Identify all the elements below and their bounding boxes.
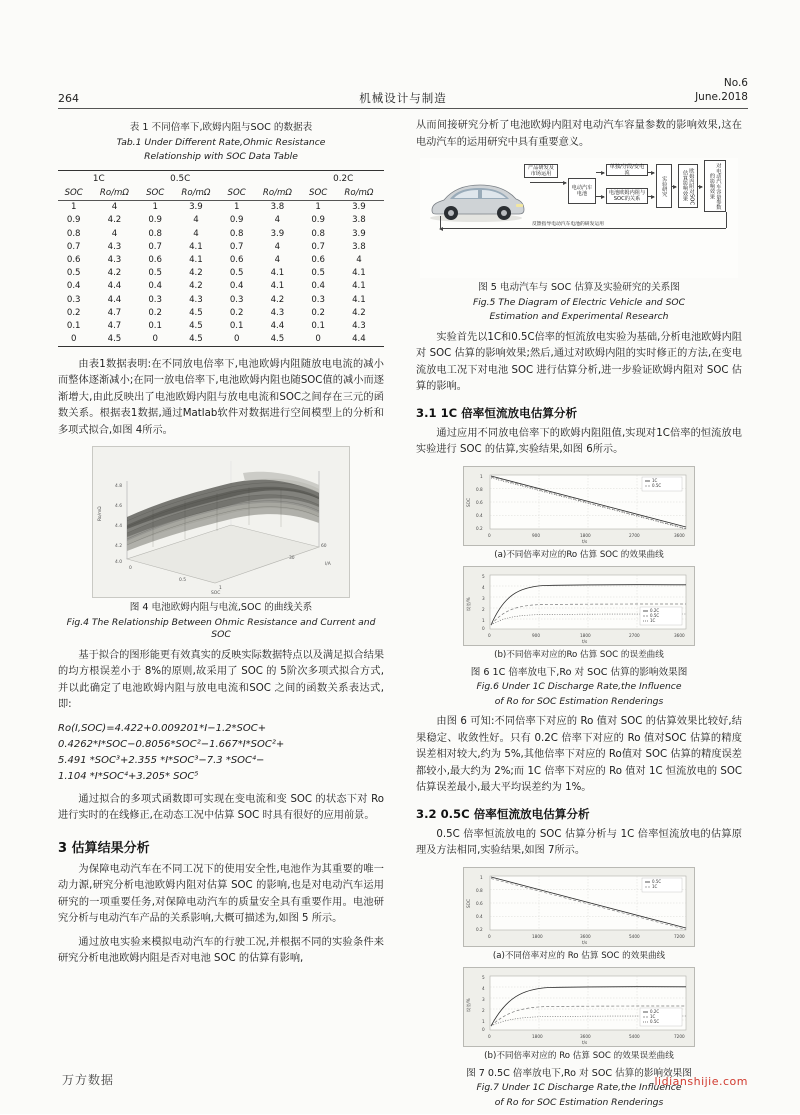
svg-text:0: 0 <box>129 566 132 572</box>
arrow-product-to-center <box>530 182 566 183</box>
table-row <box>58 240 384 253</box>
svg-text:3600: 3600 <box>580 933 591 939</box>
svg-text:1C: 1C <box>650 1014 656 1019</box>
table-cell: 4.7 <box>107 320 122 331</box>
svg-text:7200: 7200 <box>674 1034 685 1039</box>
arrow-result-to-capacity <box>698 186 702 187</box>
svg-text:1800: 1800 <box>532 933 543 939</box>
table-cell: 4.5 <box>189 334 203 345</box>
box-inner-resistance-soc: 电池欧姆内阻与SOC的关系 <box>606 188 648 204</box>
svg-text:0.5: 0.5 <box>179 578 186 584</box>
formula-line-1: Ro(I,SOC)=4.422+0.009201*I−1.2*SOC+ <box>58 722 267 734</box>
figure-7a-subcaption: (a)不同倍率对应的 Ro 估算 SOC 的效果曲线 <box>492 950 666 961</box>
col-soc-3: SOC <box>227 188 246 199</box>
col-ro-4: Ro/mΩ <box>344 188 374 199</box>
svg-text:0.2: 0.2 <box>476 525 483 531</box>
figure-7-caption-en-2: of Ro for SOC Estimation Renderings <box>494 1096 664 1108</box>
table-cell: 4.4 <box>107 281 122 292</box>
ohmic-resistance-table <box>58 170 384 347</box>
table-cell: 0.1 <box>311 320 325 331</box>
svg-text:1: 1 <box>480 473 483 479</box>
table-cell: 4.2 <box>189 268 203 279</box>
table-cell: 1 <box>233 202 240 213</box>
svg-text:0: 0 <box>488 532 491 538</box>
svg-text:1C: 1C <box>652 883 658 889</box>
table-row <box>58 293 384 306</box>
figure-6b-chart <box>463 566 695 646</box>
figure-7b-chart <box>463 967 695 1047</box>
page-number: 264 <box>58 92 79 105</box>
right-column <box>416 118 742 1115</box>
arrow-feedback-loop <box>440 228 726 229</box>
svg-text:4.0: 4.0 <box>115 560 122 566</box>
table-cell: 4.2 <box>352 307 366 318</box>
issue-date: June.2018 <box>695 91 748 103</box>
figure-6b-subcaption: (b)不同倍率对应的Ro 估算 SOC 的误差曲线 <box>494 650 664 660</box>
svg-text:0.5C: 0.5C <box>652 878 662 884</box>
svg-text:SOC: SOC <box>211 591 221 597</box>
issue-info <box>695 76 748 104</box>
svg-text:SOC: SOC <box>466 898 471 908</box>
table-cell: 1 <box>70 202 77 213</box>
surface-plot-svg <box>93 447 349 597</box>
svg-text:4.6: 4.6 <box>115 504 122 510</box>
svg-text:30: 30 <box>289 556 295 562</box>
table-cell: 0 <box>315 334 321 345</box>
svg-text:3600: 3600 <box>674 532 685 538</box>
col-ro-1: Ro/mΩ <box>99 188 129 199</box>
table-row <box>58 333 384 347</box>
svg-text:0.4: 0.4 <box>476 512 483 518</box>
table-cell: 0.4 <box>148 281 163 292</box>
col-soc-2: SOC <box>146 188 165 199</box>
table-cell: 0.3 <box>229 294 244 305</box>
svg-text:5400: 5400 <box>629 1034 640 1039</box>
table1-title-cn: 表 1 不同倍率下,欧姆内阻与SOC 的数据表 <box>129 122 313 133</box>
table-cell: 0.2 <box>311 307 325 318</box>
svg-text:I/A: I/A <box>325 562 331 568</box>
issue-number: No.6 <box>723 77 748 89</box>
table-cell: 3.9 <box>352 228 366 239</box>
svg-text:0.4: 0.4 <box>476 913 483 919</box>
svg-text:0: 0 <box>488 633 491 638</box>
svg-text:1: 1 <box>219 586 222 592</box>
table-cell: 3.8 <box>352 215 366 226</box>
arrow-rate-to-exp <box>648 172 654 173</box>
table-cell: 4.1 <box>189 241 203 252</box>
figure-6b-svg <box>464 567 694 645</box>
table-cell: 0.9 <box>148 215 163 226</box>
table-cell: 3.9 <box>270 228 285 239</box>
left-para-5: 通过放电实验来模拟电动汽车的行驶工况,并根据不同的实验条件来研究分析电池欧姆内阻是否对电池 SOC 的估算有影响, <box>58 936 384 965</box>
source-site-watermark: lidianshijie.com <box>654 1075 748 1088</box>
table1-title-en-2: Relationship with SOC Data Table <box>144 151 298 162</box>
svg-text:3: 3 <box>482 596 485 601</box>
figure-6-caption-en-1: Fig.6 Under 1C Discharge Rate,the Influence <box>476 681 682 692</box>
svg-text:1C: 1C <box>652 477 658 483</box>
svg-text:60: 60 <box>321 544 327 550</box>
page-header <box>58 78 748 112</box>
table-cell: 4 <box>193 228 199 239</box>
svg-text:0.8: 0.8 <box>476 887 483 893</box>
figure-5-diagram <box>420 158 738 278</box>
table-cell: 0.1 <box>229 320 244 331</box>
svg-text:误差/%: 误差/% <box>466 597 471 611</box>
svg-text:0.2: 0.2 <box>476 926 483 932</box>
table-cell: 4.3 <box>107 255 122 266</box>
table-cell: 0.8 <box>311 228 325 239</box>
figure-4-surface <box>92 446 350 598</box>
box-soc-effect: 欧姆内阻对SOC估算影响效果 <box>678 164 698 208</box>
header-rule <box>58 108 748 109</box>
figure-6a-chart <box>463 466 695 546</box>
svg-text:0.5C: 0.5C <box>650 1019 660 1024</box>
table-cell: 0.7 <box>148 241 163 252</box>
svg-text:2700: 2700 <box>629 633 640 638</box>
col-soc-4: SOC <box>309 188 328 199</box>
svg-text:3: 3 <box>482 997 485 1002</box>
table-row <box>58 319 384 332</box>
table-cell: 0.3 <box>66 294 81 305</box>
figure-5-caption-en-1: Fig.5 The Diagram of Electric Vehicle and SOC <box>472 296 686 308</box>
figure-6-caption-en-2: of Ro for SOC Estimation Renderings <box>494 695 664 707</box>
svg-text:0.5C: 0.5C <box>650 613 660 618</box>
table-cell: 4.2 <box>107 268 122 279</box>
svg-text:0: 0 <box>482 1027 485 1032</box>
table-cell: 4.3 <box>107 241 122 252</box>
table-row <box>58 253 384 266</box>
table-cell: 0.9 <box>229 215 244 226</box>
table-cell: 0.8 <box>229 228 244 239</box>
svg-text:1800: 1800 <box>580 532 591 538</box>
table-cell: 3.9 <box>352 202 366 213</box>
svg-text:1: 1 <box>480 874 483 880</box>
figure-4-caption-cn: 图 4 电池欧姆内阻与电流,SOC 的曲线关系 <box>129 602 313 614</box>
svg-text:4.8: 4.8 <box>115 484 122 490</box>
figure-7b-subcaption: (b)不同倍率对应的 Ro 估算 SOC 的效果误差曲线 <box>484 1051 674 1061</box>
table-cell: 0.4 <box>66 281 81 292</box>
table-cell: 4.5 <box>107 334 122 345</box>
svg-text:0.2C: 0.2C <box>650 608 660 613</box>
figure-6a-subcaption: (a)不同倍率对应的Ro 估算 SOC 的效果曲线 <box>494 549 664 560</box>
svg-text:t/s: t/s <box>582 939 588 945</box>
table-cell: 0.1 <box>66 320 81 331</box>
feedback-left-leg <box>440 216 441 228</box>
table-cell: 4 <box>356 255 362 266</box>
left-para-3: 通过拟合的多项式函数即可实现在变电流和变 SOC 的状态下对 Ro 进行实时的在线修正,在动态工况中估算 SOC 时具有很好的应用前景。 <box>58 793 384 822</box>
svg-text:4.4: 4.4 <box>115 524 122 530</box>
box-experiment: 实验研究 <box>656 164 672 208</box>
figure-7a-svg <box>464 868 694 946</box>
table-cell: 4 <box>193 215 199 226</box>
svg-text:2: 2 <box>482 1008 485 1013</box>
table-cell: 4.1 <box>352 268 366 279</box>
table-cell: 4.1 <box>270 268 285 279</box>
svg-text:0: 0 <box>488 933 491 939</box>
svg-text:3600: 3600 <box>580 1034 591 1039</box>
table-group-05c: 0.5C <box>170 173 191 184</box>
arrow-inner-to-exp <box>648 196 654 197</box>
svg-text:5400: 5400 <box>629 933 640 939</box>
table-cell: 0.2 <box>66 307 81 318</box>
svg-text:2700: 2700 <box>629 532 640 538</box>
box-center-vehicle <box>568 178 596 204</box>
section-3-heading: 3 估算结果分析 <box>58 840 150 856</box>
figure-7-caption-cn: 图 7 0.5C 倍率放电下,Ro 对 SOC 估算的影响效果图 <box>466 1067 692 1079</box>
right-para-1: 从而间接研究分析了电池欧姆内阻对电动汽车容量参数的影响效果,这在电动汽车的运用研究中具有重要意义。 <box>416 120 742 148</box>
svg-text:0: 0 <box>482 626 485 631</box>
table-row <box>58 267 384 280</box>
right-para-4: 由图 6 可知:不同倍率下对应的 Ro 值对 SOC 的估算效果比较好,结果稳定、收敛性好。只有 0.2C 倍率下对应的 Ro 值对SOC 估算的精度误差相对较大,约为 5%,其他倍率下对应的 Ro值对 SOC 估算的精度误差都较小,最大约为 2%;而 1C 倍率下对应的 Ro 值对 1C 恒流放电的 SOC 估算误差最小,最大平均误差约为 1%。 <box>416 716 742 793</box>
table-cell: 1 <box>315 202 321 213</box>
svg-text:SOC: SOC <box>466 497 471 507</box>
table-cell: 4.2 <box>107 215 122 226</box>
table-cell: 4.1 <box>189 255 203 266</box>
figure-5-caption-cn: 图 5 电动汽车与 SOC 估算及实验研究的关系图 <box>478 282 680 293</box>
table-cell: 4.3 <box>352 320 366 331</box>
wanfang-data-watermark: 万方数据 <box>62 1073 115 1087</box>
table-cell: 4 <box>111 228 118 239</box>
svg-text:5: 5 <box>482 574 485 579</box>
box-discharge-rate: 单独/分段/变电流 <box>606 164 648 176</box>
journal-title: 机械设计与制造 <box>359 91 447 105</box>
table-group-02c: 0.2C <box>333 173 354 184</box>
table-cell: 4.1 <box>352 294 366 305</box>
arrow-center-to-rate <box>596 172 604 173</box>
table-cell: 0.6 <box>66 255 81 266</box>
right-para-2: 实验首先以1C和0.5C倍率的恒流放电实验为基础,分析电池欧姆内阻对 SOC 估算的影响效果;然后,通过对欧姆内阻的实时修正的方法,在变电流放电工况下对电池 SOC 进行估算分析,进一步验证欧姆内阻对 SOC 估算的影响。 <box>416 331 742 392</box>
table-cell: 4.5 <box>270 334 285 345</box>
svg-text:0: 0 <box>488 1034 491 1039</box>
svg-text:900: 900 <box>532 532 540 538</box>
table-cell: 0.2 <box>148 307 163 318</box>
svg-text:4: 4 <box>482 986 485 991</box>
box-center-line1: 电动汽车 <box>571 184 593 191</box>
svg-text:误差/%: 误差/% <box>466 998 471 1012</box>
svg-text:900: 900 <box>532 633 540 638</box>
table-row <box>58 214 384 227</box>
col-ro-3: Ro/mΩ <box>262 188 292 199</box>
table-cell: 3.8 <box>352 241 366 252</box>
section-3-2-heading: 3.2 0.5C 倍率恒流放电估算分析 <box>416 806 590 821</box>
table-cell: 4.4 <box>107 294 122 305</box>
svg-text:0.6: 0.6 <box>476 499 483 505</box>
col-ro-2: Ro/mΩ <box>181 188 211 199</box>
table-cell: 0.4 <box>311 281 325 292</box>
feedback-right-leg <box>726 212 727 228</box>
table-row <box>58 280 384 293</box>
table-cell: 0.6 <box>148 255 163 266</box>
table-cell: 0 <box>70 334 77 345</box>
table-cell: 0.2 <box>229 307 244 318</box>
table-cell: 0.4 <box>229 281 244 292</box>
table-cell: 3.8 <box>270 202 285 213</box>
table-cell: 0.5 <box>311 268 325 279</box>
table-cell: 0.8 <box>148 228 163 239</box>
table-cell: 4.1 <box>270 281 285 292</box>
table-cell: 0 <box>152 334 158 345</box>
box-capacity-effect: 对电动汽车容量参数的影响效果 <box>704 160 726 212</box>
formula-line-3: 5.491 *SOC³+2.355 *I*SOC³−7.3 *SOC⁴− <box>58 754 265 766</box>
table-cell: 0.6 <box>229 255 244 266</box>
table-cell: 4 <box>111 202 118 213</box>
table-cell: 4.4 <box>270 320 285 331</box>
svg-text:4.2: 4.2 <box>115 544 122 550</box>
section-3-1-heading: 3.1 1C 倍率恒流放电估算分析 <box>416 405 578 420</box>
svg-text:t/s: t/s <box>582 1040 588 1045</box>
label-feedback: 反馈指导电动汽车电池的研发运用 <box>532 222 604 227</box>
table-cell: 0.5 <box>148 268 163 279</box>
table-cell: 4.2 <box>189 281 203 292</box>
table-cell: 0.7 <box>66 241 81 252</box>
formula-block <box>58 721 384 785</box>
col-soc-1: SOC <box>64 188 83 199</box>
table-cell: 4 <box>274 215 281 226</box>
table-cell: 4.3 <box>189 294 203 305</box>
svg-text:0.2C: 0.2C <box>650 1009 660 1014</box>
svg-text:t/s: t/s <box>582 538 588 544</box>
figure-7-caption-en-1: Fig.7 Under 1C Discharge Rate,the Influence <box>476 1082 682 1093</box>
table-cell: 0.9 <box>66 215 81 226</box>
figure-6a-svg <box>464 467 694 545</box>
figure-7a-chart <box>463 867 695 947</box>
table-cell: 0.7 <box>311 241 325 252</box>
table-group-02c-a <box>221 170 302 187</box>
table-cell: 0.8 <box>66 228 81 239</box>
table-cell: 4.5 <box>189 307 203 318</box>
formula-line-4: 1.104 *I*SOC⁴+3.205* SOC⁵ <box>58 770 199 782</box>
box-center-line2: 电池 <box>576 191 588 197</box>
table1-title-en-1: Tab.1 Under Different Rate,Ohmic Resistance <box>116 136 326 148</box>
arrow-center-to-inner <box>596 196 604 197</box>
table-cell: 0 <box>233 334 240 345</box>
right-para-3: 通过应用不同放电倍率下的欧姆内阻阻值,实现对1C倍率的恒流放电实验进行 SOC 的估算,实验结果,如图 6所示。 <box>416 427 742 455</box>
table-cell: 1 <box>152 202 158 213</box>
svg-text:1800: 1800 <box>580 633 591 638</box>
table-cell: 4.1 <box>352 281 366 292</box>
svg-text:2: 2 <box>482 607 485 612</box>
table-cell: 0.6 <box>311 255 325 266</box>
box-products: 产品研发及市场运用 <box>524 164 558 178</box>
table-cell: 4.2 <box>270 294 285 305</box>
table-cell: 4 <box>274 255 281 266</box>
table-row <box>58 200 384 214</box>
table-cell: 4 <box>274 241 281 252</box>
left-para-2: 基于拟合的图形能更有效真实的反映实际数据特点以及满足拟合结果的均方根误差小于 8%的原则,故采用了 SOC 的 5阶次多项式拟合方式,并以此确定了电池欧姆内阻与放电电流和SOC 之间的函数关系表达式,即: <box>58 649 385 711</box>
table-cell: 0.9 <box>311 215 325 226</box>
svg-text:0.8: 0.8 <box>476 486 483 492</box>
figure-4-caption-en: Fig.4 The Relationship Between Ohmic Resistance and Current and SOC <box>66 616 376 641</box>
svg-text:5: 5 <box>482 975 485 980</box>
table-cell: 4.5 <box>189 320 203 331</box>
svg-text:4: 4 <box>482 585 485 590</box>
table-cell: 0.3 <box>311 294 325 305</box>
svg-text:0.5C: 0.5C <box>652 482 662 488</box>
table-cell: 3.9 <box>189 202 203 213</box>
table-row <box>58 306 384 319</box>
table-group-1c: 1C <box>92 173 105 184</box>
svg-text:0.6: 0.6 <box>476 900 483 906</box>
svg-text:Ro/mΩ: Ro/mΩ <box>98 506 103 522</box>
svg-text:1800: 1800 <box>532 1034 543 1039</box>
figure-6-caption-cn: 图 6 1C 倍率放电下,Ro 对 SOC 估算的影响效果图 <box>470 666 688 678</box>
table-cell: 0.1 <box>148 320 163 331</box>
svg-text:1C: 1C <box>650 618 656 623</box>
right-para-5: 0.5C 倍率恒流放电的 SOC 估算分析与 1C 倍率恒流放电的估算原理及方法相同,实验结果,如图 7所示。 <box>416 828 742 856</box>
left-column <box>58 118 384 975</box>
svg-text:t/s: t/s <box>582 639 588 644</box>
table-cell: 0.3 <box>148 294 163 305</box>
figure-7b-svg <box>464 968 694 1046</box>
svg-text:7200: 7200 <box>674 933 685 939</box>
formula-line-2: 0.4262*I*SOC−0.8056*SOC²−1.667*I*SOC²+ <box>58 738 285 750</box>
figure-5-caption-en-2: Estimation and Experimental Research <box>489 311 669 322</box>
table-cell: 4.3 <box>270 307 285 318</box>
table-cell: 0.7 <box>229 241 244 252</box>
arrow-exp-to-result <box>672 186 676 187</box>
left-para-1: 由表1数据表明:在不同放电倍率下,电池欧姆内阻随放电电流的减小而整体逐渐减小;在同一放电倍率下,电池欧姆内阻也随SOC值的减小而逐渐增大,由此反映出了电池欧姆内阻与放电电流和SOC之间存在三元的函数关系。根据表1数据,通过Matlab软件对数据进行空间模型上的分析和多项式拟合,如图 4所示。 <box>58 358 384 436</box>
svg-text:1: 1 <box>482 1019 485 1024</box>
svg-text:1: 1 <box>482 618 485 623</box>
table-cell: 4.4 <box>352 334 366 345</box>
table-cell: 0.5 <box>66 268 81 279</box>
left-para-4: 为保障电动汽车在不同工况下的使用安全性,电池作为其重要的唯一动力源,研究分析电池欧姆内阻对估算 SOC 的影响,也是对电动汽车运用研究的一项重要任务,对保障电动汽车的质量安全具有重要作用。电池研究分析与电动汽车产品的关系影响,大概可描述为,如图 5 所示。 <box>58 863 384 925</box>
table-cell: 4.7 <box>107 307 122 318</box>
svg-text:3600: 3600 <box>674 633 685 638</box>
table-cell: 0.5 <box>229 268 244 279</box>
table-row <box>58 227 384 240</box>
